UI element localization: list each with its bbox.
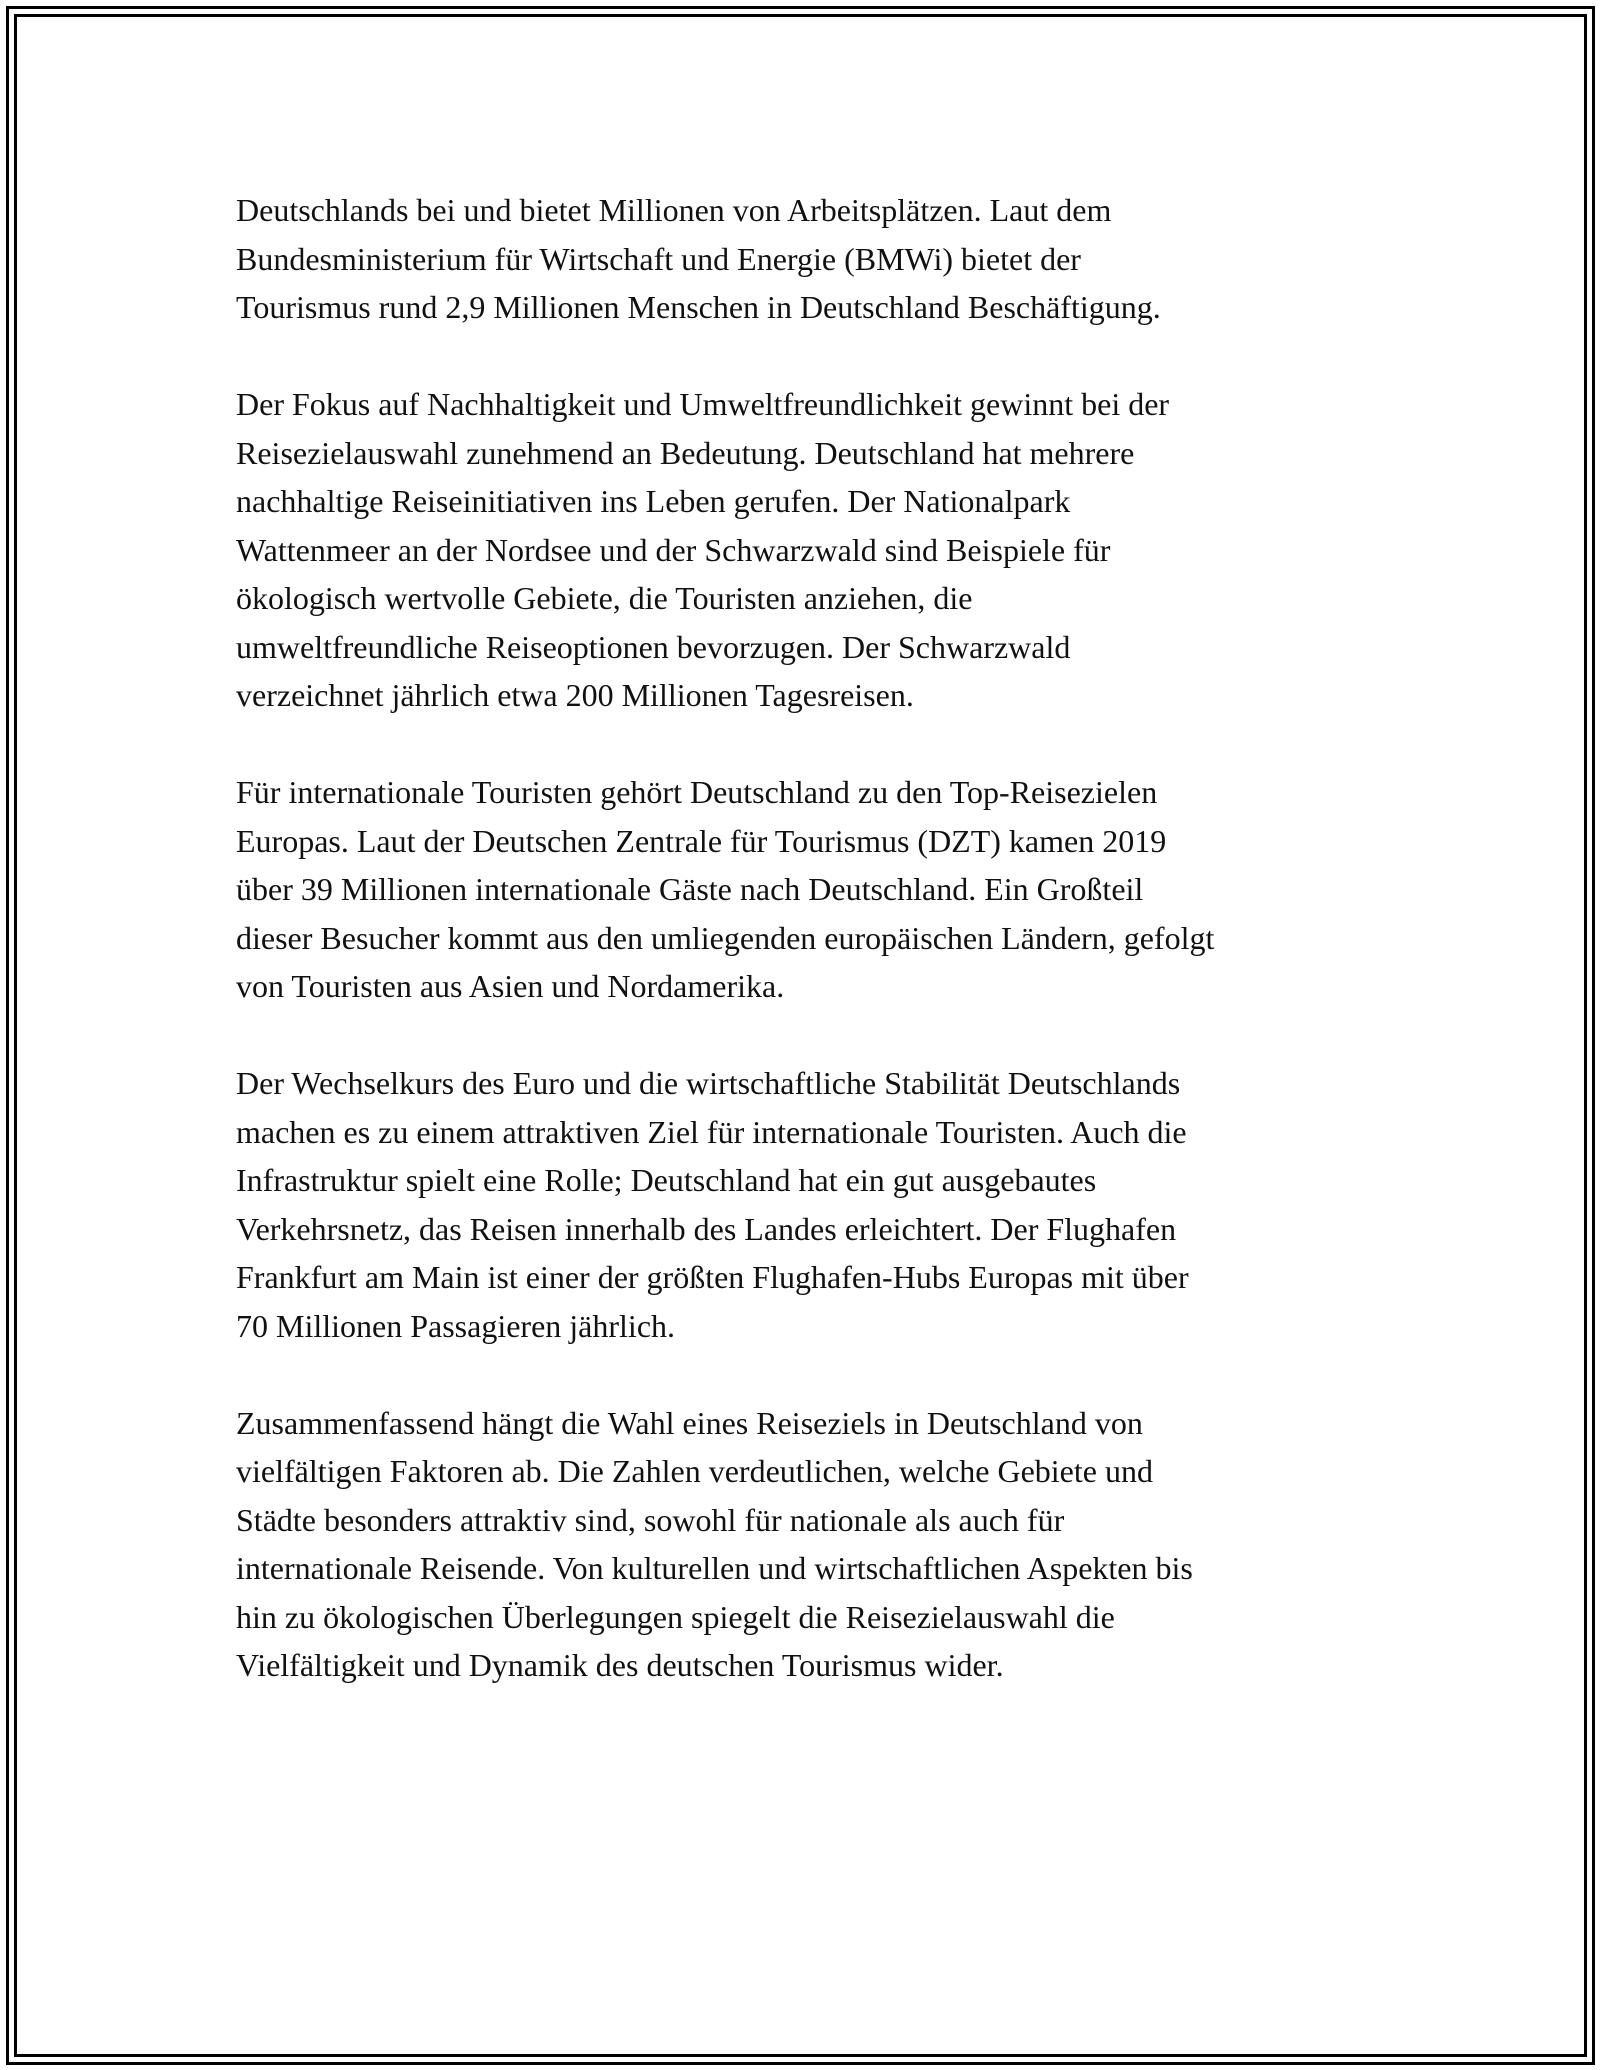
paragraph-summary: Zusammenfassend hängt die Wahl eines Reiseziels in Deutschland von vielfältigen Faktoren ab. Die Zahlen verdeutlichen, welche Gebiete und Städte besonders attraktiv sind, sowohl für nationale als auch für internationale Reisende. Von kulturellen und wirtschaftlichen Aspekten bis hin zu ökologischen Überlegungen spiegelt die Reisezielauswahl die Vielfältigkeit und Dynamik des deutschen Tourismus wider. xyxy=(236,1404,1193,1683)
paragraph-employment: Deutschlands bei und bietet Millionen von Arbeitsplätzen. Laut dem Bundesministerium für Wirtschaft und Energie (BMWi) bietet der Tourismus rund 2,9 Millionen Menschen in Deutschland Beschäftigung. xyxy=(236,192,1161,325)
paragraph-international-tourists: Für internationale Touristen gehört Deutschland zu den Top-Reisezielen Europas. Laut der Deutschen Zentrale für Tourismus (DZT) kamen 2019 über 39 Millionen internationale Gäste nach Deutschland. Ein Großteil dieser Besucher kommt aus den umliegenden europäischen Ländern, gefolgt von Touristen aus Asien und Nordamerika. xyxy=(236,774,1215,1004)
paragraph-sustainability: Der Fokus auf Nachhaltigkeit und Umweltfreundlichkeit gewinnt bei der Reisezielauswahl zunehmend an Bedeutung. Deutschland hat mehrere nachhaltige Reiseinitiativen ins Leben gerufen. Der Nationalpark Wattenmeer an der Nordsee und der Schwarzwald sind Beispiele für ökologisch wertvolle Gebiete, die Touristen anziehen, die umweltfreundliche Reiseoptionen bevorzugen. Der Schwarzwald verzeichnet jährlich etwa 200 Millionen Tagesreisen. xyxy=(236,386,1170,713)
paragraph-exchange-rate-infrastructure: Der Wechselkurs des Euro und die wirtschaftliche Stabilität Deutschlands machen es zu einem attraktiven Ziel für internationale Touristen. Auch die Infrastruktur spielt eine Rolle; Deutschland hat ein gut ausgebautes Verkehrsnetz, das Reisen innerhalb des Landes erleichtert. Der Flughafen Frankfurt am Main ist einer der größten Flughafen-Hubs Europas mit über 70 Millionen Passagieren jährlich. xyxy=(236,1065,1189,1344)
document-body xyxy=(236,186,1386,1738)
